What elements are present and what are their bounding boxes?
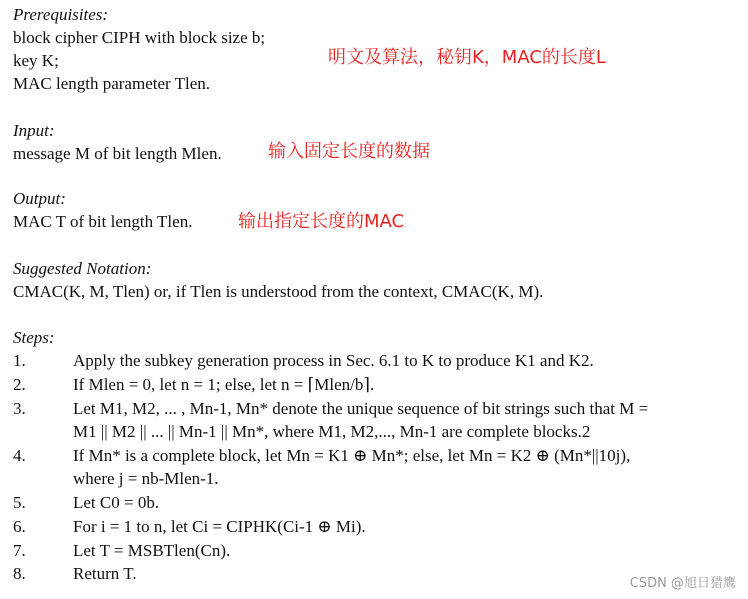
annotation-prereq: 明文及算法，秘钥K，MAC的长度L (328, 47, 606, 68)
prereq-line-1: block cipher CIPH with block size b; (13, 28, 266, 47)
output-line: MAC T of bit length Tlen. (13, 212, 193, 231)
input-line: message M of bit length Mlen. (13, 144, 222, 163)
notation-line: CMAC(K, M, Tlen) or, if Tlen is understood from the context, CMAC(K, M). (13, 282, 544, 301)
prerequisites-label: Prerequisites: (13, 5, 109, 24)
prereq-line-3: MAC length parameter Tlen. (13, 74, 211, 93)
notation-label: Suggested Notation: (13, 259, 152, 278)
input-label: Input: (13, 121, 55, 140)
prereq-line-2: key K; (13, 51, 59, 70)
steps-label: Steps: (13, 328, 55, 347)
annotation-output: 输出指定长度的MAC (238, 211, 405, 232)
annotation-input: 输入固定长度的数据 (268, 141, 430, 162)
output-label: Output: (13, 189, 66, 208)
watermark: CSDN @旭日猎鹰 (629, 576, 736, 591)
